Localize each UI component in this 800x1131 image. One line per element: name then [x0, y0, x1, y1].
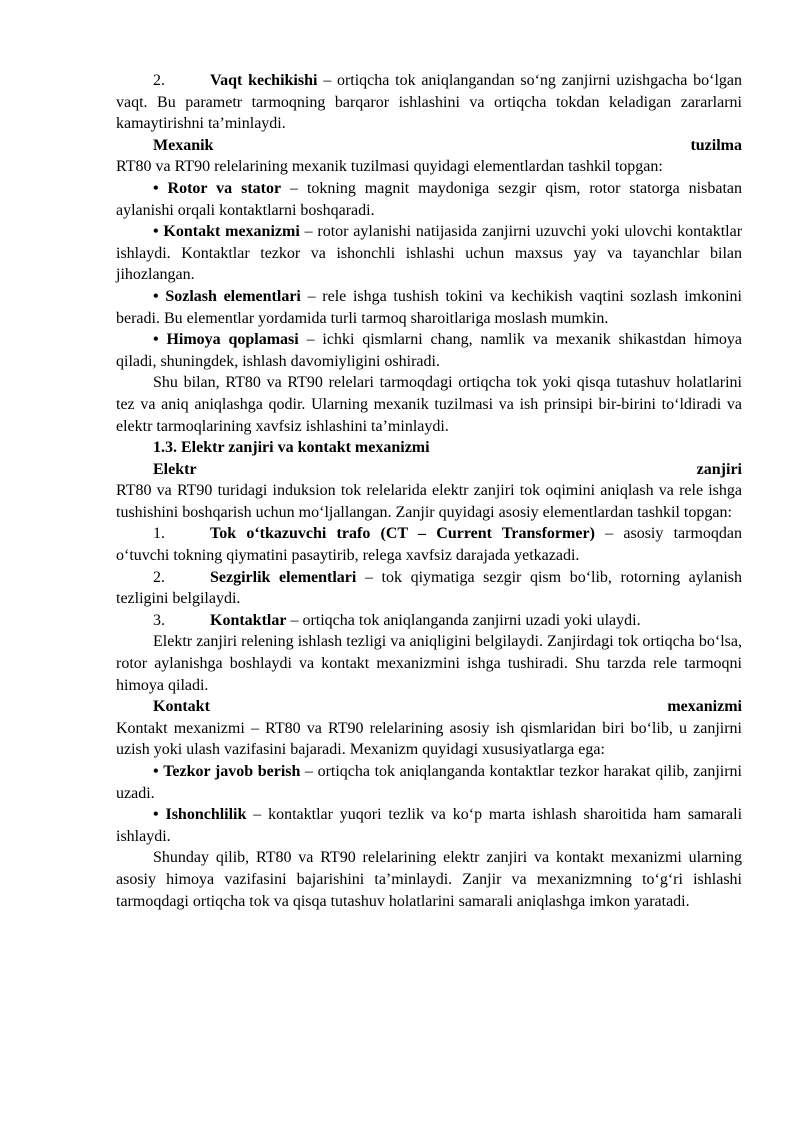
item-number: 2.: [153, 568, 165, 586]
subheading-left: Mexanik: [153, 136, 214, 154]
conclusion: Shunday qilib, RT80 va RT90 relelarining elektr zanjiri va kontakt mexanizmi ularning asosiy himoya vazifasini bajarishini ta’minlaydi. Zanjir va mexanizmning to‘g‘ri ishlashi tarmoqdagi ortiqcha tok va qisqa tutashuv holatlarini samarali aniqlashga imkon yaratadi.: [116, 849, 742, 910]
bullet: •: [153, 223, 159, 241]
item-number: 2.: [153, 72, 165, 89]
bullet: •: [153, 179, 159, 197]
bullet: •: [153, 331, 159, 349]
term: Rotor va stator: [167, 179, 282, 197]
item-text: – ortiqcha tok aniqlanganda zanjirni uzadi yoki ulaydi.: [286, 611, 641, 629]
term: Ishonchlilik: [165, 806, 247, 824]
numbered-paragraph-delay: [116, 70, 742, 135]
section-title: [116, 437, 742, 459]
subheading-right: tuzilma: [690, 136, 742, 154]
item-text: – ortiqcha tok aniqlanganda kontaktlar tezkor harakat qilib, zanjirni uzadi.: [116, 763, 743, 802]
item-text: – rele ishga tushish tokini va kechikish vaqtini sozlash imkonini beradi. Bu elementlar yordamida turli tarmoq sharoitlariga moslash mumkin.: [116, 287, 742, 327]
item-number: 3.: [153, 611, 165, 629]
bullet: •: [153, 287, 159, 305]
item-text: – ichki qismlarni chang, namlik va mexanik shikastdan himoya qiladi, shuningdek, ishlash davomiyligini oshiradi.: [116, 331, 742, 370]
item-text: – ortiqcha tok aniqlangandan so‘ng zanjirni uzishgacha bo‘lgan vaqt. Bu parametr tarmoqning barqaror ishlashini va ortiqcha tokdan keladigan zararlarni kamaytirishni ta’minlaydi.: [116, 72, 743, 133]
subheading-left: Elektr: [153, 460, 197, 478]
bullet: •: [153, 763, 159, 780]
document-page: [116, 70, 742, 912]
bullet-item: [116, 178, 742, 221]
item-text: – kontaktlar yuqori tezlik va ko‘p marta ishlash sharoitida ham samarali ishlaydi.: [116, 806, 743, 845]
term: Sozlash elementlari: [165, 287, 301, 305]
item-text: – tokning magnit maydoniga sezgir qism, rotor statorga nisbatan aylanishi orqali kontaktlarni boshqaradi.: [116, 179, 742, 219]
item-text: – tok qiymatiga sezgir qism bo‘lib, rotorning aylanish tezligini belgilaydi.: [116, 568, 742, 608]
subheading-left: Kontakt: [153, 698, 210, 716]
item-text: – rotor aylanishi natijasida zanjirni uzuvchi yoki ulovchi kontaktlar ishlaydi. Kontaktlar tezkor va ishonchli ishlashi uchun maxsus yay va tayanchlar bilan jihozlangan.: [116, 223, 743, 284]
elec-intro: RT80 va RT90 turidagi induksion tok relelarida elektr zanjiri tok oqimini aniqlash va rele ishga tushishini boshqarish uchun mo‘ljallangan. Zanjir quyidagi asosiy elementlardan tashkil topgan:: [116, 482, 742, 521]
item-number: 1.: [153, 525, 165, 543]
term: Kontaktlar: [210, 611, 287, 629]
bullet-item: [116, 804, 742, 847]
bullet-item: [116, 286, 742, 329]
subheading-electric-circuit: [116, 459, 742, 481]
mech-intro: RT80 va RT90 relelarining mexanik tuzilmasi quyidagi elementlardan tashkil topgan:: [116, 158, 663, 176]
numbered-item: [116, 567, 742, 610]
term: Himoya qoplamasi: [166, 331, 299, 349]
term: Sezgirlik elementlari: [210, 568, 357, 586]
term: Vaqt kechikishi: [210, 72, 318, 89]
numbered-item: [116, 610, 742, 632]
subheading-mechanical-structure: [116, 135, 742, 157]
mech-summary: Shu bilan, RT80 va RT90 relelari tarmoqdagi ortiqcha tok yoki qisqa tutashuv holatlarini tez va aniq aniqlashga qodir. Ularning mexanik tuzilmasi va ish prinsipi bir-birini to‘ldiradi va elektr tarmoqlarining xavfsiz ishlashini ta’minlaydi.: [116, 374, 742, 435]
bullet: •: [153, 806, 159, 824]
bullet-item: [116, 761, 742, 804]
term: Tok o‘tkazuvchi trafo (CT – Current Transformer): [210, 525, 595, 543]
elec-summary: Elektr zanjiri relening ishlash tezligi va aniqligini belgilaydi. Zanjirdagi tok ortiqcha bo‘lsa, rotor aylanishga boshlaydi va kontakt mexanizmini ishga tushiradi. Shu tarzda rele tarmoqni himoya qiladi.: [116, 633, 742, 694]
bullet-item: [116, 221, 742, 286]
term: Tezkor javob berish: [163, 763, 301, 780]
bullet-item: [116, 329, 742, 372]
subheading-right: mexanizmi: [667, 698, 742, 716]
subheading-contact-mechanism: [116, 696, 742, 718]
item-text: – asosiy tarmoqdan o‘tuvchi tokning qiymatini pasaytirib, relega xavfsiz darajada yetkazadi.: [116, 525, 743, 565]
section-title-text: 1.3. Elektr zanjiri va kontakt mexanizmi: [153, 439, 430, 457]
contact-intro: Kontakt mexanizmi – RT80 va RT90 relelarining asosiy ish qismlaridan biri bo‘lib, u zanjirni uzish yoki ulash vazifasini bajaradi. Mexanizm quyidagi xususiyatlarga ega:: [116, 719, 742, 759]
subheading-right: zanjiri: [696, 460, 742, 478]
numbered-item: [116, 523, 742, 566]
term: Kontakt mexanizmi: [163, 223, 300, 241]
